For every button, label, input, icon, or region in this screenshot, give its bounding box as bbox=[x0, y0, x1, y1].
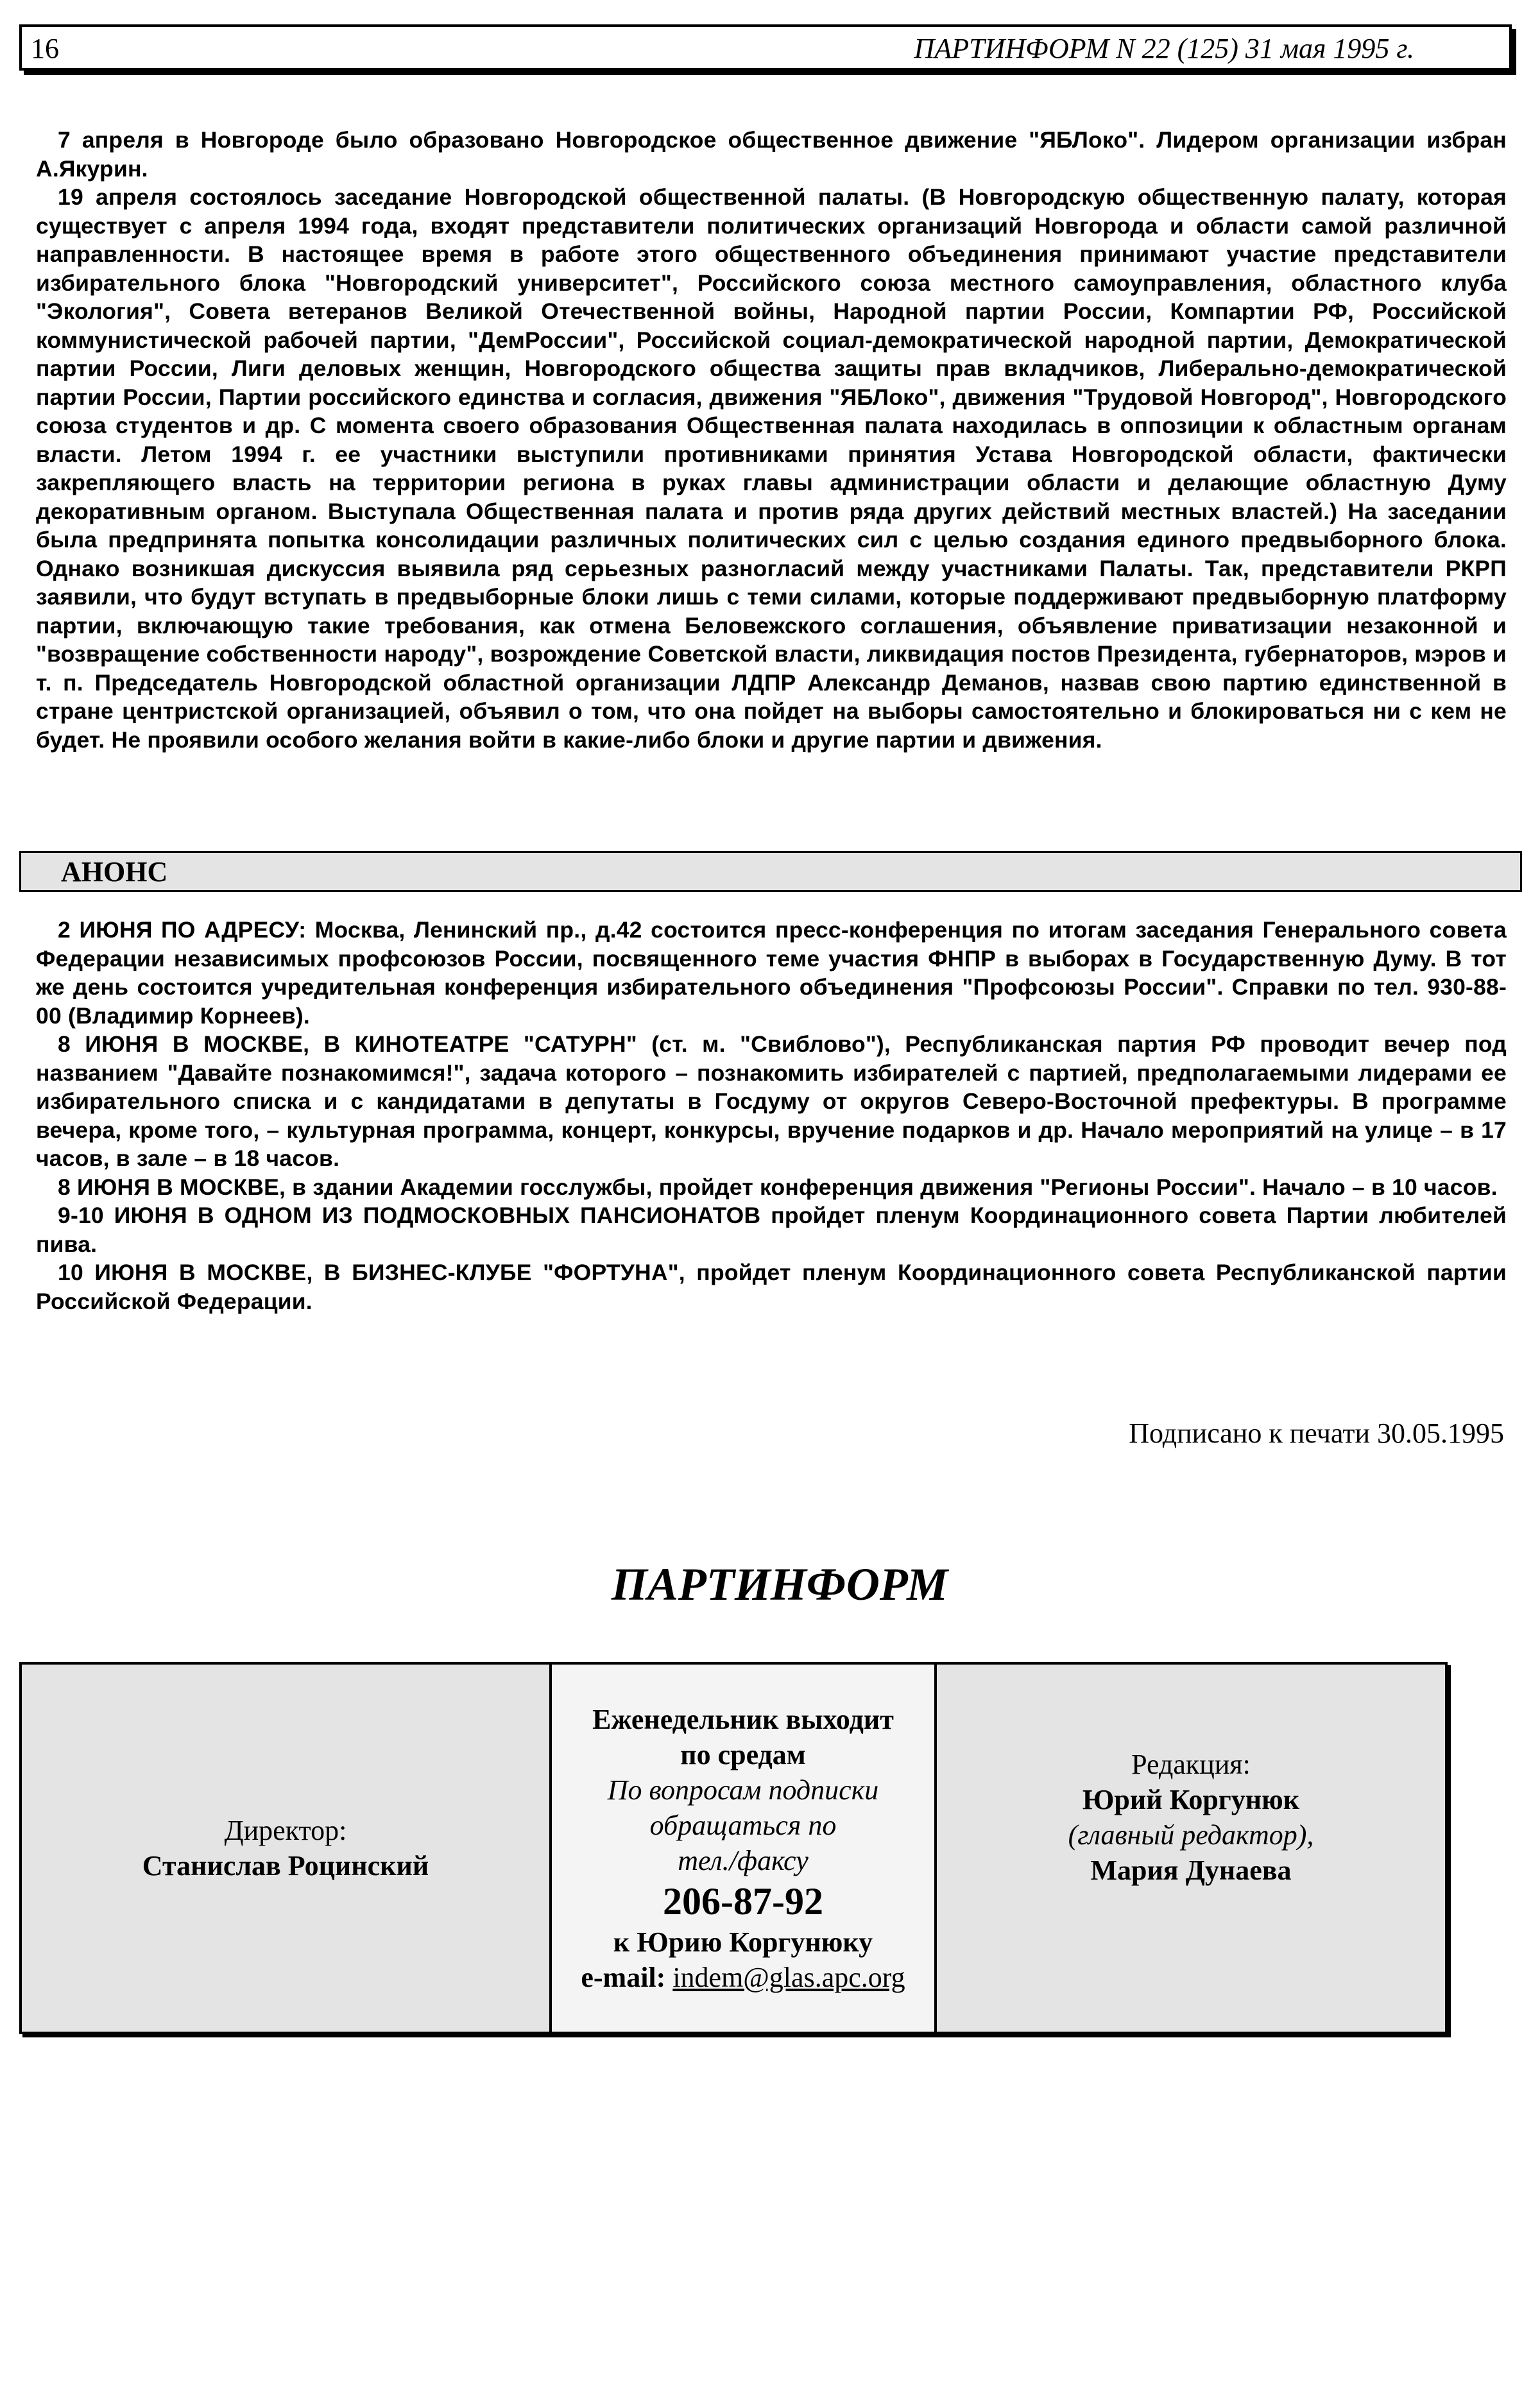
email-link[interactable]: indem@glas.apc.org bbox=[672, 1961, 905, 1993]
signed-date: Подписано к печати 30.05.1995 bbox=[1129, 1418, 1504, 1449]
contact-person: к Юрию Коргунюку bbox=[613, 1926, 873, 1958]
anons-paragraph: 2 ИЮНЯ ПО АДРЕСУ: Москва, Ленинский пр., д.42 состоится пресс-конференция по итогам заседания Генерального совета Федерации независимых профсоюзов России, посвященного теме участия ФНПР в выборах в Государственную Думу. В тот же день состоится учредительная конференция избирательного объединения "Профсоюзы России". Справки по тел. 930-88-00 (Владимир Корнеев). bbox=[36, 917, 1507, 1029]
subscribe-line: обращаться по bbox=[649, 1809, 837, 1841]
weekly-line: по средам bbox=[680, 1738, 806, 1770]
anons-heading: АНОНС bbox=[61, 856, 168, 887]
publication-title: ПАРТИНФОРМ N 22 (125) 31 мая 1995 г. bbox=[914, 33, 1414, 64]
editorial-label: Редакция: bbox=[1131, 1749, 1251, 1780]
editor-role: (главный редактор), bbox=[1068, 1819, 1314, 1851]
anons-paragraph: 8 ИЮНЯ В МОСКВЕ, В КИНОТЕАТРЕ "САТУРН" (ст. м. "Свиблово"), Республиканская партия РФ проводит вечер под названием "Давайте познакомимся!", задача которого – познакомить избирателей с партией, предполагаемыми лидерами ее избирательного списка и с кандидатами в депутаты в Госдуму от округов Северо-Восточной префектуры. В программе вечера, кроме того, – культурная программа, концерт, конкурсы, вручение подарков и др. Начало мероприятий на улице – в 17 часов, в зале – в 18 часов. bbox=[36, 1031, 1507, 1171]
subscription-cell bbox=[549, 1665, 937, 2032]
news-section bbox=[36, 126, 1507, 754]
page-number: 16 bbox=[31, 33, 59, 64]
anons-paragraph: 8 ИЮНЯ В МОСКВЕ, в здании Академии госслужбы, пройдет конференция движения "Регионы России". Начало – в 10 часов. bbox=[58, 1174, 1498, 1200]
imprint-table bbox=[19, 1662, 1448, 2034]
anons-paragraph: 10 ИЮНЯ В МОСКВЕ, В БИЗНЕС-КЛУБЕ "ФОРТУНА", пройдет пленум Координационного совета Республиканской партии Российской Федерации. bbox=[36, 1260, 1507, 1314]
anons-section bbox=[36, 916, 1507, 1315]
email-label: e-mail: bbox=[581, 1961, 666, 1993]
editorial-cell bbox=[937, 1665, 1445, 2032]
masthead-title: ПАРТИНФОРМ bbox=[611, 1559, 948, 1610]
anons-paragraph: 9-10 ИЮНЯ В ОДНОМ ИЗ ПОДМОСКОВНЫХ ПАНСИОНАТОВ пройдет пленум Координационного совета Партии любителей пива. bbox=[36, 1203, 1507, 1257]
email-line bbox=[581, 1960, 905, 1995]
editor-name: Юрий Коргунюк bbox=[1082, 1784, 1300, 1815]
page-header bbox=[19, 24, 1512, 71]
news-paragraph: 7 апреля в Новгороде было образовано Новгородское общественное движение "ЯБЛоко". Лидером организации избран А.Якурин. bbox=[36, 127, 1507, 182]
news-paragraph: 19 апреля состоялось заседание Новгородской общественной палаты. (В Новгородскую общественную палату, которая существует с апреля 1994 года, входят представители политических организаций Новгорода и области самой различной направленности. В настоящее время в работе этого общественного объединения принимают участие представители избирательного блока "Новгородский университет", Российского союза местного самоуправления, областного клуба "Экология", Совета ветеранов Великой Отечественной войны, Народной партии России, Компартии РФ, Российской коммунистической рабочей партии, "ДемРоссии", Российской социал-демократической народной партии, Демократической партии России, Лиги деловых женщин, Новгородского общества защиты прав вкладчиков, Либерально-демократической партии России, Партии российского единства и согласия, движения "ЯБЛоко", движения "Трудовой Новгород", Новгородского союза студентов и др. С момента своего образования Общественная палата находилась в оппозиции к областным органам власти. Летом 1994 г. ее участники выступили противниками принятия Устава Новгородской области, фактически закрепляющего власть на территории региона в руках главы администрации области и делающие областную Думу декоративным органом. Выступала Общественная палата и против ряда других действий местных властей.) На заседании была предпринята попытка консолидации различных политических сил с целью создания единого предвыборного блока. Однако возникшая дискуссия выявила ряд серьезных разногласий между участниками Палаты. Так, представители РКРП заявили, что будут вступать в предвыборные блоки лишь с теми силами, которые поддерживают предвыборную платформу партии, включающую такие требования, как отмена Беловежского соглашения, объявление приватизации незаконной и "возвращение собственности народу", возрождение Советской власти, ликвидация постов Президента, губернаторов, мэров и т. п. Председатель Новгородской областной организации ЛДПР Александр Деманов, назвав свою партию единственной в стране центристской организацией, объявил о том, что она пойдет на выборы самостоятельно и блокироваться ни с кем не будет. Не проявили особого желания войти в какие-либо блоки и другие партии и движения. bbox=[36, 184, 1507, 753]
subscribe-line: тел./факсу bbox=[678, 1844, 809, 1876]
editor2-name: Мария Дунаева bbox=[1090, 1855, 1292, 1886]
weekly-line: Еженедельник выходит bbox=[592, 1703, 894, 1735]
subscribe-line: По вопросам подписки bbox=[607, 1774, 879, 1806]
director-label: Директор: bbox=[224, 1815, 347, 1846]
director-name: Станислав Роцинский bbox=[142, 1850, 429, 1881]
director-cell bbox=[22, 1665, 549, 2032]
phone-number: 206-87-92 bbox=[663, 1880, 823, 1923]
anons-section-header bbox=[19, 851, 1522, 892]
